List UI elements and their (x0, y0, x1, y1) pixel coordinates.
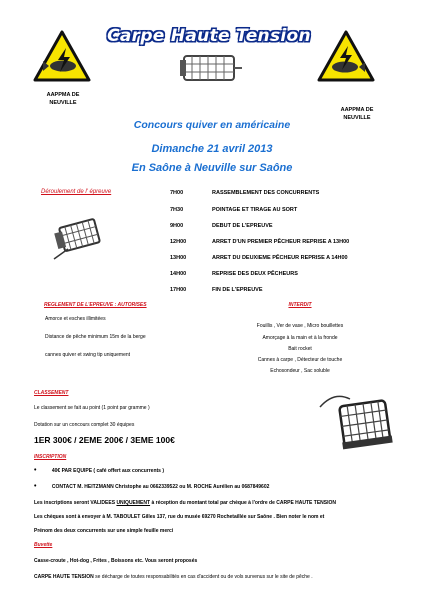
schedule-time: 14H00 (170, 271, 187, 277)
classement-heading: CLASSEMENT (34, 390, 69, 396)
interdit-item: Fouillis , Ver de vase , Micro bouillettes (256, 323, 344, 329)
inscription-bullet: • 40€ PAR EQUIPE ( café offert aux concurrents ) (34, 467, 165, 474)
feeder-cage-left-icon (50, 213, 110, 261)
interdit-item: Bait rocket (288, 346, 312, 352)
schedule-description: FIN DE L'EPREUVE (212, 287, 263, 293)
banner-title: Carpe Haute Tension (107, 26, 311, 46)
title-line2: Dimanche 21 avril 2013 (151, 143, 273, 155)
title-line1: Concours quiver en américaine (133, 119, 291, 131)
schedule-time: 12H00 (170, 239, 187, 245)
interdit-item: Cannes à carpe , Détecteur de touche (257, 357, 343, 363)
disclaimer: CARPE HAUTE TENSION se décharge de toutes responsabilités en cas d'accident ou de vols survenus sur le site de pêche . (34, 574, 313, 580)
right-org-label: AAPPMA DE NEUVILLE (340, 107, 374, 121)
inscription-validation: Les inscriptions seront VALIDEES UNIQUEMENT à réception du montant total par chèque à l'ordre de CARPE HAUTE TENSION (34, 500, 336, 506)
deroulement-heading: Déroulement de l' épreuve (41, 189, 112, 195)
schedule-time: 7H30 (170, 207, 184, 213)
inscription-bullet: • CONTACT M. HEITZMANN Christophe au 0662339522 ou M. ROCHE Aurélien au 0687849602 (34, 483, 270, 490)
bullet-icon: • (34, 483, 37, 490)
schedule-description: ARRET DU DEUXIEME PÊCHEUR REPRISE A 14H00 (212, 255, 348, 261)
bullet-icon: • (34, 467, 37, 474)
schedule-time: 17H00 (170, 287, 187, 293)
inscription-heading: INSCRIPTION (34, 454, 67, 460)
schedule-description: POINTAGE ET TIRAGE AU SORT (212, 207, 298, 213)
left-org-label: AAPPMA DE NEUVILLE (46, 92, 80, 106)
classement-line: Dotation sur un concours complet 30 équipes (34, 422, 135, 428)
feeder-cage-right-icon (318, 385, 396, 455)
reglement-item: cannes quiver et swing tip uniquement (45, 352, 131, 358)
inscription-note: Prénom des deux concurrents sur une simple feuille merci (34, 528, 174, 534)
inscription-address: Les chèques sont à envoyer à M. TABOULET Gilles 137, rue du musée 69270 Rochetaillée sur Saône . Bien noter le nom et (34, 514, 325, 520)
title-line3: En Saône à Neuville sur Saône (131, 162, 293, 174)
reglement-item: Amorce et esches illimitées (45, 316, 106, 322)
warning-sign-carp-right-icon (317, 30, 375, 82)
classement-line: Le classement se fait au point (1 point par gramme ) (34, 405, 150, 411)
buvette-heading: Buvette (34, 542, 53, 548)
reglement-heading: REGLEMENT DE L'EPREUVE : AUTORISES (44, 302, 147, 308)
schedule-description: REPRISE DES DEUX PÊCHEURS (212, 271, 298, 277)
interdit-item: Echosondeur , Sac soluble (270, 368, 330, 374)
schedule-time: 9H00 (170, 223, 184, 229)
buvette-line: Casse-croute , Hot-dog , Frites , Boissons etc. Vous seront proposés (34, 558, 198, 564)
schedule-description: ARRET D'UN PREMIER PÊCHEUR REPRISE A 13H00 (212, 239, 350, 245)
interdit-item: Amorçage à la main et à la fronde (262, 335, 338, 341)
feeder-cage-top-icon (178, 50, 244, 84)
warning-sign-carp-left-icon (33, 30, 91, 82)
prize-list: 1ER 300€ / 2EME 200€ / 3EME 100€ (34, 435, 175, 445)
reglement-item: Distance de pêche minimum 15m de la berge (45, 334, 146, 340)
schedule-description: RASSEMBLEMENT DES CONCURRENTS (212, 190, 320, 196)
schedule-time: 7H00 (170, 190, 184, 196)
schedule-description: DEBUT DE L'EPREUVE (212, 223, 273, 229)
schedule-time: 13H00 (170, 255, 187, 261)
interdit-heading: INTERDIT (288, 302, 312, 308)
